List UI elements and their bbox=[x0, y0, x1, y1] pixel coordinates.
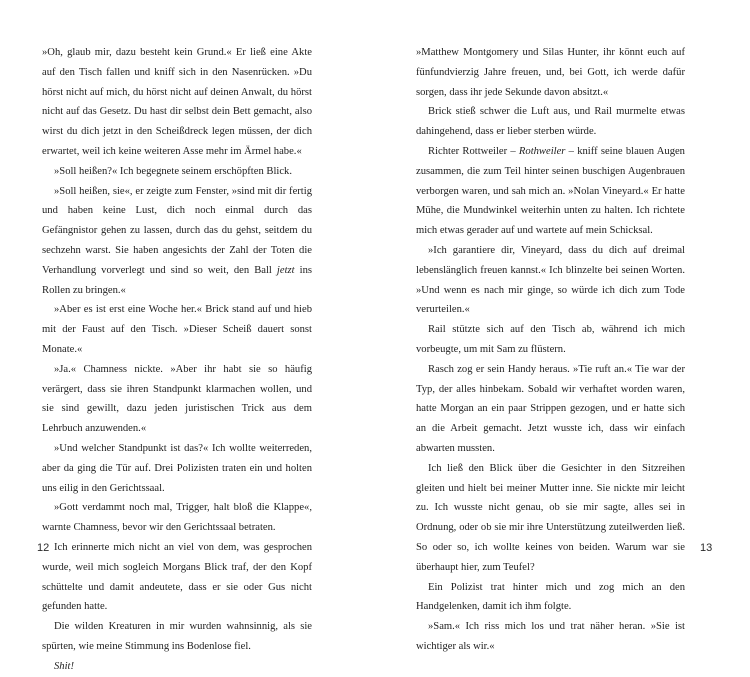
left-page-text bbox=[42, 43, 312, 677]
paragraph-text: »Soll heißen?« Ich begegnete seinem erschöpften Blick. bbox=[54, 165, 292, 177]
paragraph-text: »Soll heißen, sie«, er zeigte zum Fenster, »sind mit dir fertig und haben keine Lust, dich noch einmal durch das Gefängnistor gehen zu lassen, durch das du gehst, seitdem du sechzehn warst. Sie haben angesichts der Zahl der Toten die Verhandlung vorverlegt und sind so weit, den Ball bbox=[42, 185, 312, 276]
paragraph-text: »Und welcher Standpunkt ist das?« Ich wollte weiterreden, aber da ging die Tür auf. Drei Polizisten traten ein und holten uns eilig in den Gerichtssaal. bbox=[42, 442, 312, 494]
paragraph-text: – kniff seine blauen Augen zusammen, die zum Teil hinter seinen buschigen Augenbrauen verborgen waren, und sah mich an. »Nolan Vineyard.« Er hatte Mühe, die Mundwinkel weiterhin unten zu halten. Ich richtete mich etwas gerader auf und wartete auf mein Schicksal. bbox=[416, 145, 685, 237]
emphasis-text: jetzt bbox=[276, 264, 295, 276]
paragraph-text: »Gott verdammt noch mal, Trigger, halt bloß die Klappe«, warnte Chamness, bevor wir den Gerichtssaal betraten. bbox=[42, 502, 312, 534]
paragraph-text: Rail stützte sich auf den Tisch ab, während ich mich vorbeugte, um mit Sam zu flüstern. bbox=[416, 324, 685, 355]
right-page-text bbox=[416, 43, 685, 657]
paragraph-text: »Oh, glaub mir, dazu besteht kein Grund.« Er ließ eine Akte auf den Tisch fallen und kniff sich in den Nasenrücken. »Du hörst nicht auf mich, du hörst nicht auf deinen Anwalt, du hörst nicht auf das Gesetz. Du hast dir selbst dein Bett gemacht, also wirst du dich jetzt in den Scheißdreck legen müssen, der dich erwartet, weil ich keine weiteren Asse mehr im Ärmel habe.« bbox=[42, 47, 312, 157]
paragraph bbox=[416, 102, 685, 142]
paragraph-text: »Sam.« Ich riss mich los und trat näher heran. »Sie ist wichtiger als wir.« bbox=[416, 621, 685, 652]
paragraph bbox=[416, 578, 685, 618]
paragraph-text: »Ich garantiere dir, Vineyard, dass du dich auf dreimal lebenslänglich freuen kannst.« Ich blinzelte bei seinen Worten. »Und wenn es nach mir ginge, so würde ich dich zum Tode verurteilen.« bbox=[416, 244, 685, 316]
paragraph bbox=[42, 300, 312, 359]
right-page bbox=[375, 0, 750, 652]
paragraph bbox=[42, 617, 312, 657]
paragraph bbox=[42, 439, 312, 498]
paragraph bbox=[416, 360, 685, 459]
paragraph-text: Ich erinnerte mich nicht an viel von dem, was gesprochen wurde, weil mich sogleich Morgans Blick traf, der den Kopf schüttelte und damit andeutete, dass er sie oder Gus nicht gefunden hatte. bbox=[42, 541, 312, 613]
emphasis-text: Rothweiler bbox=[518, 145, 566, 157]
left-page bbox=[0, 0, 375, 672]
paragraph-text: »Aber es ist erst eine Woche her.« Brick stand auf und hieb mit der Faust auf den Tisch. »Dieser Scheiß dauert sonst Monate.« bbox=[42, 304, 312, 355]
page-number-left: 12 bbox=[37, 542, 50, 554]
paragraph-text: »Matthew Montgomery und Silas Hunter, ihr könnt euch auf fünfundvierzig Jahre freuen, und, bei Gott, ich werde dafür sorgen, dass ihr jede Sekunde davon absitzt.« bbox=[416, 47, 685, 98]
paragraph-text: Die wilden Kreaturen in mir wurden wahnsinnig, als sie spürten, wie meine Stimmung ins Bodenlose fiel. bbox=[42, 621, 312, 652]
paragraph-text: Rasch zog er sein Handy heraus. »Tie ruft an.« Tie war der Typ, der alles hinbekam. Sobald wir verhaftet worden waren, hatte Morgan an ein paar Strippen gezogen, und er hatte sich an die Arbeit gemacht. Jetzt wusste ich, dass wir einfach abwarten mussten. bbox=[416, 363, 685, 454]
paragraph bbox=[42, 182, 312, 301]
paragraph bbox=[42, 43, 312, 162]
paragraph bbox=[42, 657, 312, 677]
paragraph bbox=[416, 43, 685, 102]
paragraph bbox=[42, 538, 312, 617]
paragraph bbox=[416, 241, 685, 320]
paragraph-text: ins Rollen zu bringen.« bbox=[42, 264, 312, 296]
paragraph-text: Richter Rottweiler – bbox=[428, 145, 519, 157]
paragraph bbox=[42, 162, 312, 182]
paragraph-text: »Ja.« Chamness nickte. »Aber ihr habt sie so häufig verärgert, dass sie ihren Standpunkt klarmachen wollen, und sie sind gewillt, dazu jeden juristischen Trick aus dem Lehrbuch anzuwenden.« bbox=[42, 363, 312, 435]
paragraph bbox=[416, 142, 685, 241]
paragraph bbox=[416, 320, 685, 360]
paragraph-text: Brick stieß schwer die Luft aus, und Rail murmelte etwas dahingehend, dass er lieber sterben würde. bbox=[416, 106, 685, 138]
paragraph bbox=[42, 498, 312, 538]
paragraph bbox=[416, 617, 685, 657]
paragraph bbox=[42, 360, 312, 439]
paragraph bbox=[416, 459, 685, 578]
emphasis-text: Shit! bbox=[54, 660, 75, 672]
paragraph-text: Ein Polizist trat hinter mich und zog mich an den Handgelenken, damit ich ihm folgte. bbox=[416, 581, 685, 613]
paragraph-text: Ich ließ den Blick über die Gesichter in den Sitzreihen gleiten und hielt bei meiner Mutter inne. Sie nickte mir leicht zu. Ich wusste nicht genau, ob sie mir sagte, alles sei in Ordnung, oder ob sie mir ihre Unterstützung zuteilwerden ließ. So oder so, ich wollte keines von beiden. Warum war sie überhaupt hier, zum Teufel? bbox=[416, 462, 685, 573]
page-number-right: 13 bbox=[700, 542, 713, 554]
